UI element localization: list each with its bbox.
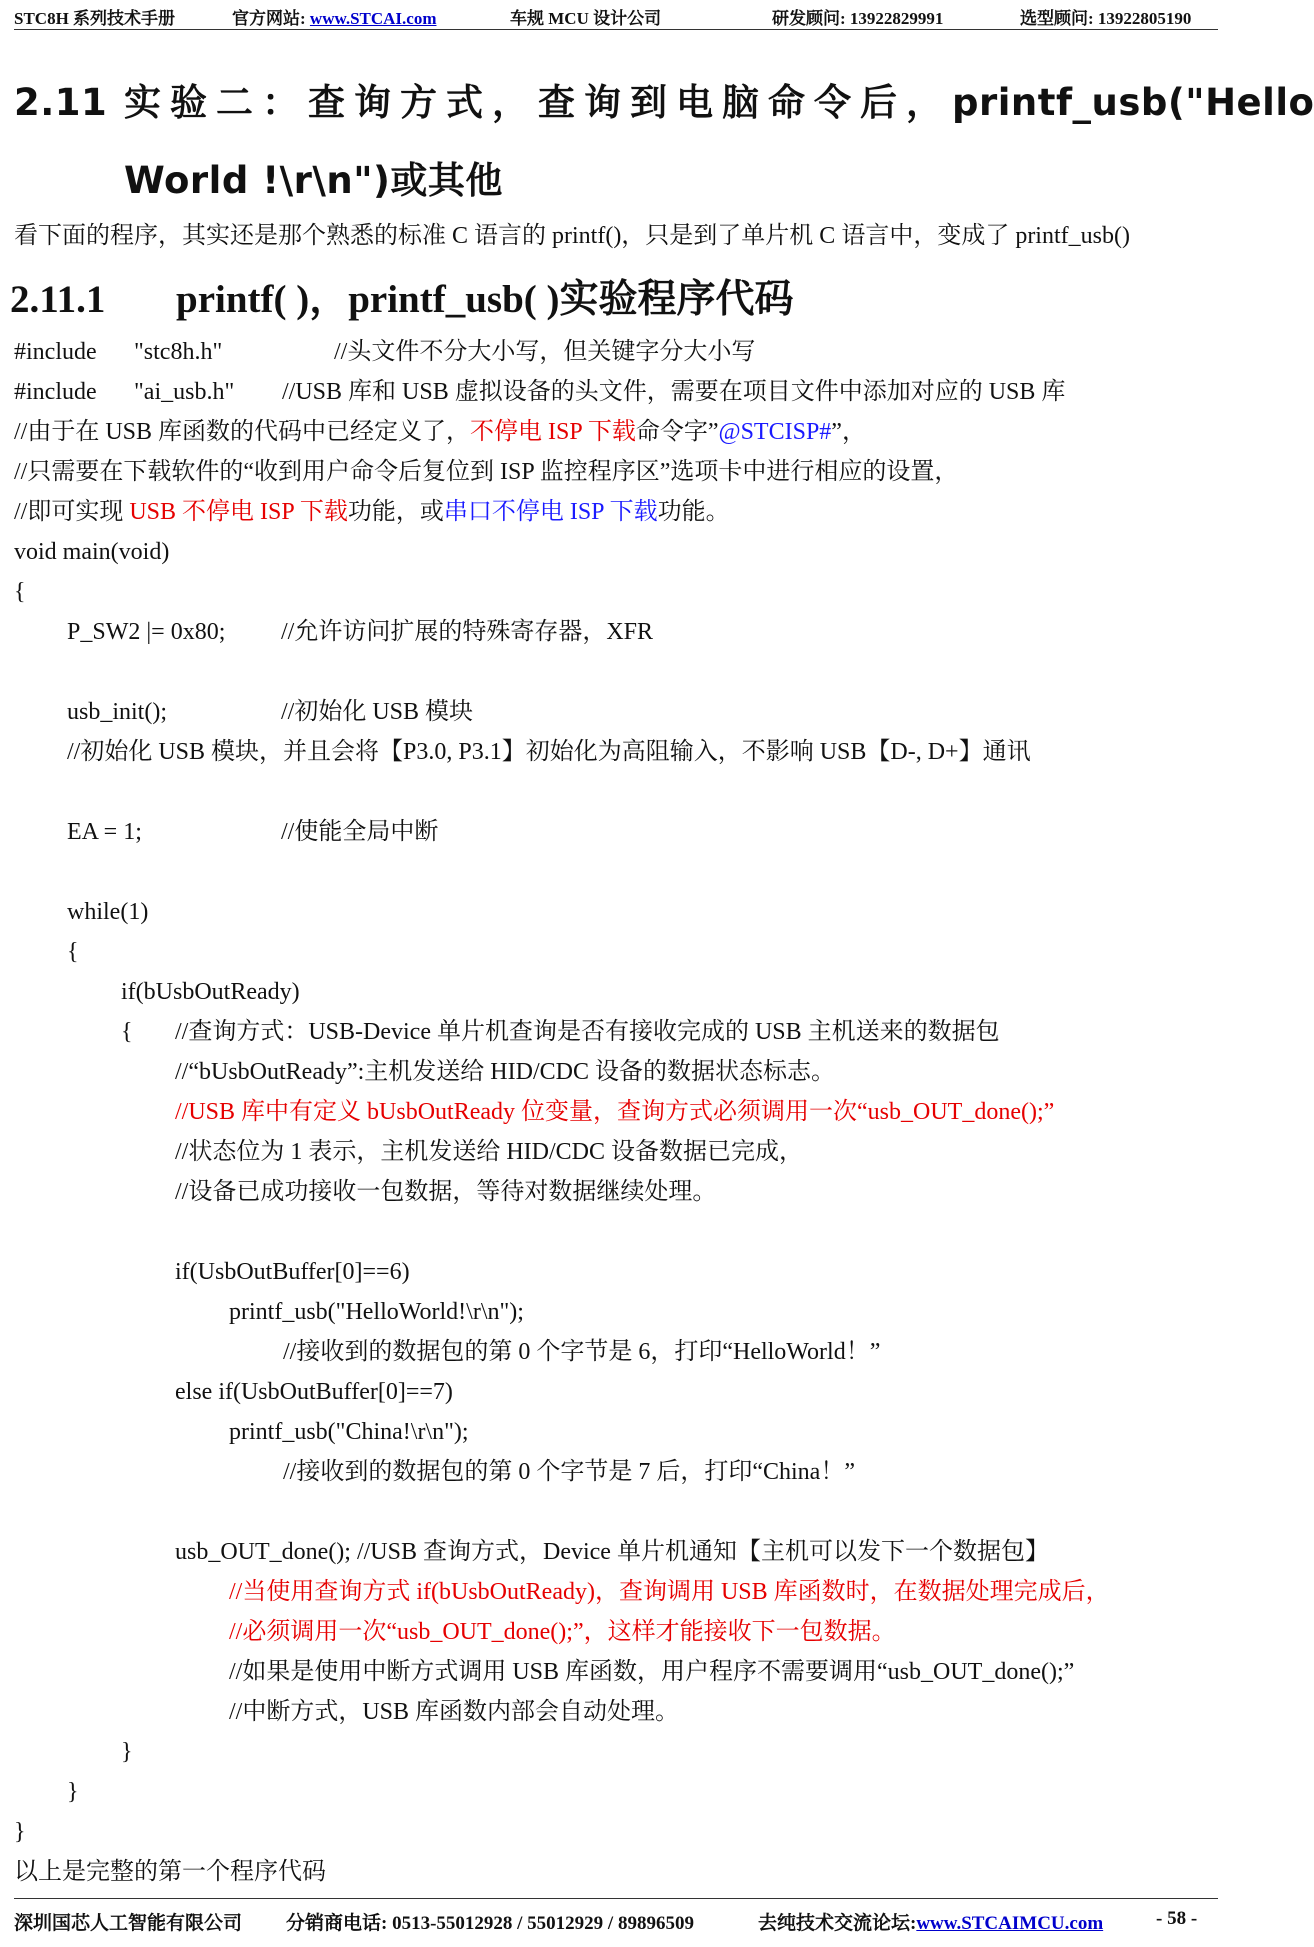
forum [758, 1908, 1103, 1935]
code-comment: ”， [831, 419, 866, 445]
forum-link[interactable]: www.STCAIMCU.com [916, 1913, 1104, 1934]
code-line: if(UsbOutBuffer[0]==6) [175, 1259, 410, 1285]
rd-consultant: 研发顾问: 13922829991 [772, 9, 944, 28]
section-title-code: printf_usb("Hello [952, 81, 1314, 124]
code-line [121, 1017, 1000, 1047]
code-line: } [121, 1739, 133, 1765]
code-comment: //初始化 USB 模块 [281, 699, 474, 725]
code-line [14, 337, 756, 367]
code-token: { [121, 1019, 133, 1045]
section-heading [14, 72, 1314, 126]
code-line: if(bUsbOutReady) [121, 979, 300, 1005]
code-line: printf_usb("HelloWorld!\r\n"); [229, 1299, 524, 1325]
code-comment: //即可实现 [14, 499, 130, 525]
code-token: P_SW2 |= 0x80; [67, 619, 226, 645]
code-token: EA = 1; [67, 819, 142, 845]
highlight-red: 不停电 ISP 下载 [470, 419, 636, 445]
code-line: usb_OUT_done(); //USB 查询方式，Device 单片机通知【主机可以发下一个数据包】 [175, 1539, 1049, 1565]
code-line: //中断方式，USB 库函数内部会自动处理。 [229, 1699, 680, 1725]
code-line: { [14, 579, 26, 605]
code-line: //初始化 USB 模块，并且会将【P3.0, P3.1】初始化为高阻输入，不影响 USB【D-, D+】通讯 [67, 739, 1031, 765]
code-line-highlight: //必须调用一次“usb_OUT_done();”，这样才能接收下一包数据。 [229, 1619, 896, 1645]
website [232, 4, 436, 29]
code-line [67, 697, 474, 727]
code-comment: 功能。 [657, 499, 730, 525]
code-comment: //头文件不分大小写，但关键字分大小写 [334, 339, 756, 365]
distributor-phone: 分销商电话: 0513-55012928 / 55012929 / 89896509 [286, 1913, 694, 1934]
page-footer [14, 1908, 1218, 1934]
code-comment: //USB 库和 USB 虚拟设备的头文件，需要在项目文件中添加对应的 USB 库 [282, 379, 1066, 405]
subsection-title: printf( )，printf_usb( )实验程序代码 [176, 278, 794, 321]
code-comment: //允许访问扩展的特殊寄存器，XFR [281, 619, 654, 645]
highlight-red: USB 不停电 ISP 下载 [129, 499, 348, 525]
code-line: //设备已成功接收一包数据，等待对数据继续处理。 [175, 1179, 717, 1205]
highlight-blue: 串口不停电 ISP 下载 [443, 499, 658, 525]
code-line: else if(UsbOutBuffer[0]==7) [175, 1379, 453, 1405]
code-comment: 功能，或 [347, 499, 444, 525]
code-line-highlight: //USB 库中有定义 bUsbOutReady 位变量，查询方式必须调用一次“usb_OUT_done();” [175, 1099, 1055, 1125]
code-line: //“bUsbOutReady”:主机发送给 HID/CDC 设备的数据状态标志。 [175, 1059, 835, 1085]
section-heading-line2: World !\r\n")或其他 [124, 159, 503, 202]
subsection-number: 2.11.1 [10, 278, 106, 321]
highlight-blue: @STCISP# [718, 419, 832, 445]
code-line-highlight: //当使用查询方式 if(bUsbOutReady)，查询调用 USB 库函数时，在数据处理完成后， [229, 1579, 1110, 1605]
page-number: - 58 - [1156, 1908, 1198, 1929]
code-line [14, 377, 1066, 407]
code-token: #include [14, 379, 97, 405]
code-line: //接收到的数据包的第 0 个字节是 6，打印“HelloWorld！” [283, 1339, 881, 1365]
code-line: void main(void) [14, 539, 170, 565]
mcu-slogan: 车规 MCU 设计公司 [510, 9, 662, 28]
code-line [67, 817, 439, 847]
code-comment: //使能全局中断 [281, 819, 439, 845]
page-header [14, 4, 1218, 26]
code-comment: //查询方式：USB-Device 单片机查询是否有接收完成的 USB 主机送来的数据包 [175, 1019, 1000, 1045]
code-line [14, 417, 866, 447]
forum-label: 去纯技术交流论坛: [758, 1913, 917, 1934]
code-line [14, 497, 730, 527]
code-line: } [67, 1779, 79, 1805]
outro-paragraph: 以上是完整的第一个程序代码 [14, 1859, 326, 1885]
code-line [67, 617, 654, 647]
code-line: } [14, 1819, 26, 1845]
website-label: 官方网站: [232, 9, 310, 28]
code-line: //状态位为 1 表示，主机发送给 HID/CDC 设备数据已完成， [175, 1139, 804, 1165]
code-comment: 命令字” [635, 419, 719, 445]
footer-rule [14, 1898, 1218, 1899]
code-line: //如果是使用中断方式调用 USB 库函数，用户程序不需要调用“usb_OUT_done();” [229, 1659, 1075, 1685]
code-token: usb_init(); [67, 699, 167, 725]
intro-paragraph: 看下面的程序，其实还是那个熟悉的标准 C 语言的 printf()，只是到了单片机 C 语言中，变成了 printf_usb() [14, 223, 1130, 249]
code-line: printf_usb("China!\r\n"); [229, 1419, 469, 1445]
code-line: //接收到的数据包的第 0 个字节是 7 后，打印“China！” [283, 1459, 855, 1485]
section-title-cjk: 实验二：查询方式，查询到电脑命令后， [124, 81, 952, 124]
code-line: while(1) [67, 899, 149, 925]
website-link[interactable]: www.STCAI.com [309, 9, 437, 28]
section-number: 2.11 [14, 81, 108, 124]
selection-consultant: 选型顾问: 13922805190 [1020, 9, 1192, 28]
code-line: //只需要在下载软件的“收到用户命令后复位到 ISP 监控程序区”选项卡中进行相应的设置， [14, 459, 959, 485]
code-token: "stc8h.h" [134, 339, 223, 365]
code-token: "ai_usb.h" [134, 379, 235, 405]
manual-title: STC8H 系列技术手册 [14, 9, 176, 28]
subsection-heading [10, 268, 794, 324]
header-rule [14, 29, 1218, 30]
code-line: { [67, 939, 79, 965]
code-comment: //由于在 USB 库函数的代码中已经定义了， [14, 419, 471, 445]
code-token: #include [14, 339, 97, 365]
company-name: 深圳国芯人工智能有限公司 [14, 1913, 243, 1934]
